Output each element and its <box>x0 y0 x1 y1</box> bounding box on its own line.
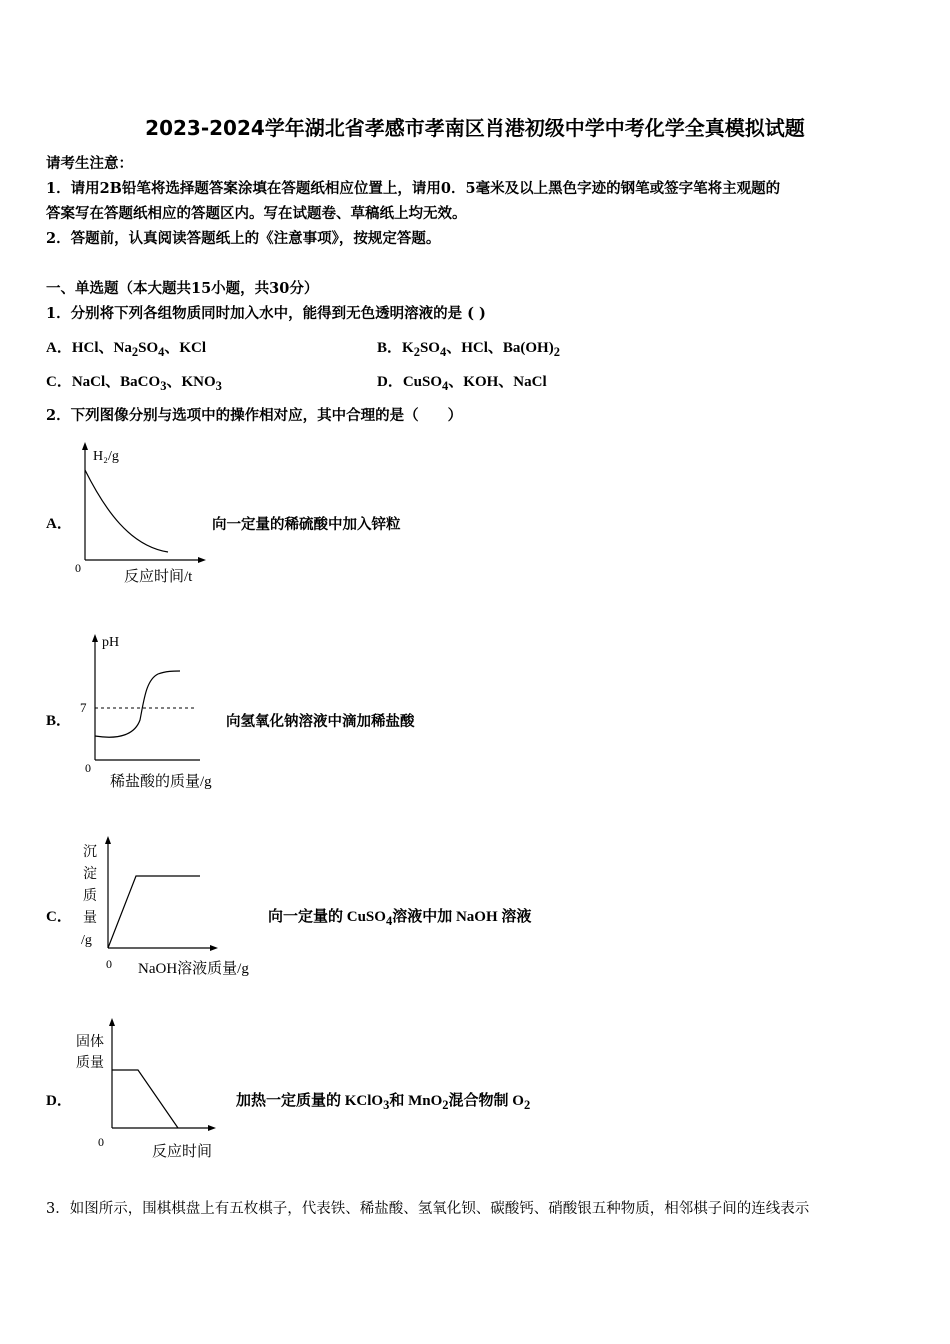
origin-label: 0 <box>106 957 112 971</box>
graph-b <box>70 628 240 798</box>
y-axis-arrow <box>109 1018 115 1026</box>
y-axis-label-2: 质量 <box>76 1056 104 1071</box>
y-axis-label: pH <box>102 635 120 650</box>
y-axis-label-1: 沉 <box>83 845 97 860</box>
notice-line-3: 2．答题前，认真阅读答题纸上的《注意事项》，按规定答题。 <box>46 230 441 247</box>
y-axis-arrow <box>92 634 98 642</box>
notice-line-1: 1．请用2B铅笔将选择题答案涂填在答题纸相应位置上，请用0．5毫米及以上黑色字迹的钢笔或签字笔将主观题的 <box>46 180 781 197</box>
y-axis-label-4: 量 <box>83 911 97 926</box>
option-text: HCl、$Na_2SO_4$、KCl <box>71 340 207 359</box>
option-label: B． <box>377 340 403 356</box>
q2-option-b-text: 向氢氧化钠溶液中滴加稀盐酸 <box>226 713 415 730</box>
option-text: 向一定量的 CuSO$_4$溶液中加 NaOH 溶液 <box>268 909 532 928</box>
section-heading: 一、单选题（本大题共15小题，共30分） <box>46 280 319 297</box>
q1-stem: 1．分别将下列各组物质同时加入水中，能得到无色透明溶液的是 ( ) <box>46 305 486 322</box>
y-axis-label-5: /g <box>81 933 92 948</box>
graph-d <box>72 1012 242 1162</box>
line <box>112 1070 178 1128</box>
x-axis-label: 反应时间 <box>152 1144 213 1160</box>
curve <box>85 470 168 552</box>
x-axis-label: 反应时间/t <box>124 569 193 585</box>
notice-line-2: 答案写在答题纸相应的答题区内。写在试题卷、草稿纸上均无效。 <box>46 205 467 222</box>
q1-option-a <box>46 336 206 360</box>
option-label: D． <box>377 374 403 390</box>
option-text: CuSO$_4$、KOH、NaCl <box>402 374 547 393</box>
q2-stem: 2．下列图像分别与选项中的操作相对应，其中合理的是（ ） <box>46 407 463 424</box>
x-axis-arrow <box>198 557 206 563</box>
notice-heading: 请考生注意： <box>46 155 133 172</box>
q2-option-a-text: 向一定量的稀硫酸中加入锌粒 <box>212 516 401 533</box>
q2-option-b-label: B． <box>46 713 72 729</box>
q1-option-c <box>46 370 222 394</box>
curve <box>95 671 180 737</box>
graph-a <box>60 438 220 588</box>
origin-label: 0 <box>75 561 81 575</box>
y-axis-label-1: 固体 <box>76 1035 104 1050</box>
q2-option-d-label: D． <box>46 1093 72 1109</box>
y-axis-label-3: 质 <box>83 889 97 904</box>
option-text: NaCl、BaCO$_3$、$KNO_3$ <box>71 374 222 393</box>
x-axis-arrow <box>210 945 218 951</box>
option-label: A． <box>46 340 72 356</box>
q1-option-b <box>377 336 560 360</box>
q3-stem: 3．如图所示，围棋棋盘上有五枚棋子，代表铁、稀盐酸、氢氧化钡、碳酸钙、硝酸银五种物质，相邻棋子间的连线表示 <box>46 1201 810 1217</box>
graph-c <box>78 828 278 983</box>
page-title: 2023-2024学年湖北省孝感市孝南区肖港初级中学中考化学全真模拟试题 <box>145 116 805 140</box>
origin-label: 0 <box>98 1135 104 1149</box>
line <box>108 876 200 948</box>
q1-option-d <box>377 370 547 394</box>
y-tick-label: 7 <box>80 700 87 715</box>
q2-option-c-text <box>268 905 531 929</box>
option-label: C． <box>46 374 72 390</box>
x-axis-label: 稀盐酸的质量/g <box>110 774 212 790</box>
q2-option-a-label: A． <box>46 516 72 532</box>
y-axis-arrow <box>105 836 111 844</box>
option-text: $K_2SO_4$、HCl、$Ba(OH)_2$ <box>402 340 560 359</box>
x-axis-label: NaOH溶液质量/g <box>138 961 249 977</box>
x-axis-arrow <box>208 1125 216 1131</box>
y-axis-arrow <box>82 442 88 450</box>
y-axis-label-2: 淀 <box>83 867 97 882</box>
option-text: 加热一定质量的 KClO$_3$和 MnO$_2$混合物制 $O_2$ <box>236 1093 531 1112</box>
q2-option-c-label: C． <box>46 909 72 925</box>
q2-option-d-text <box>236 1089 530 1113</box>
origin-label: 0 <box>85 761 91 775</box>
y-axis-label: H₂/g <box>93 449 119 464</box>
